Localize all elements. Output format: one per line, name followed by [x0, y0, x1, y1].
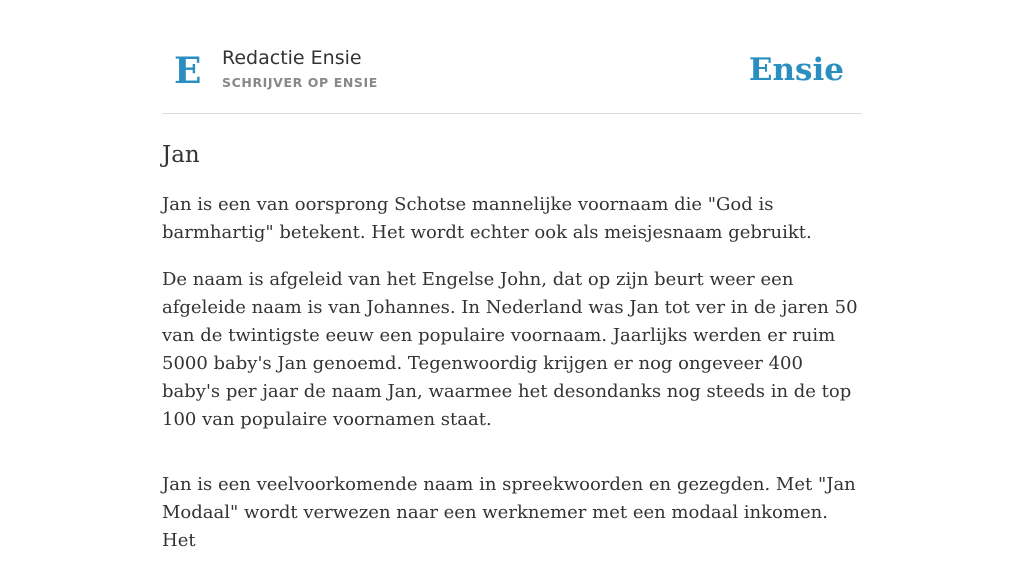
- article-body: [162, 191, 862, 555]
- article-title: Jan: [162, 142, 200, 168]
- author-header: [162, 0, 862, 114]
- ensie-logo[interactable]: Ensie: [748, 52, 844, 88]
- author-role: SCHRIJVER OP ENSIE: [222, 75, 378, 90]
- author-name-link[interactable]: Redactie Ensie: [222, 47, 362, 69]
- author-avatar[interactable]: E: [174, 50, 202, 92]
- article-paragraph: Jan is een van oorsprong Schotse mannelijke voornaam die "God is barmhartig" betekent. Het wordt echter ook als meisjesnaam gebruikt.: [162, 194, 812, 243]
- article-paragraph: De naam is afgeleid van het Engelse John, dat op zijn beurt weer een afgeleide naam is van Johannes. In Nederland was Jan tot ver in de jaren 50 van de twintigste eeuw een populaire voornaam. Jaarlijks werden er ruim 5000 baby's Jan genoemd. Tegenwoordig krijgen er nog ongeveer 400 baby's per jaar de naam Jan, waarmee het desondanks nog steeds in de top 100 van populaire voornamen staat.: [162, 269, 858, 430]
- definition-card: [162, 0, 862, 574]
- article-paragraph: Jan is een veelvoorkomende naam in spreekwoorden en gezegden. Met "Jan Modaal" wordt verwezen naar een werknemer met een modaal inkomen. Het: [162, 474, 856, 551]
